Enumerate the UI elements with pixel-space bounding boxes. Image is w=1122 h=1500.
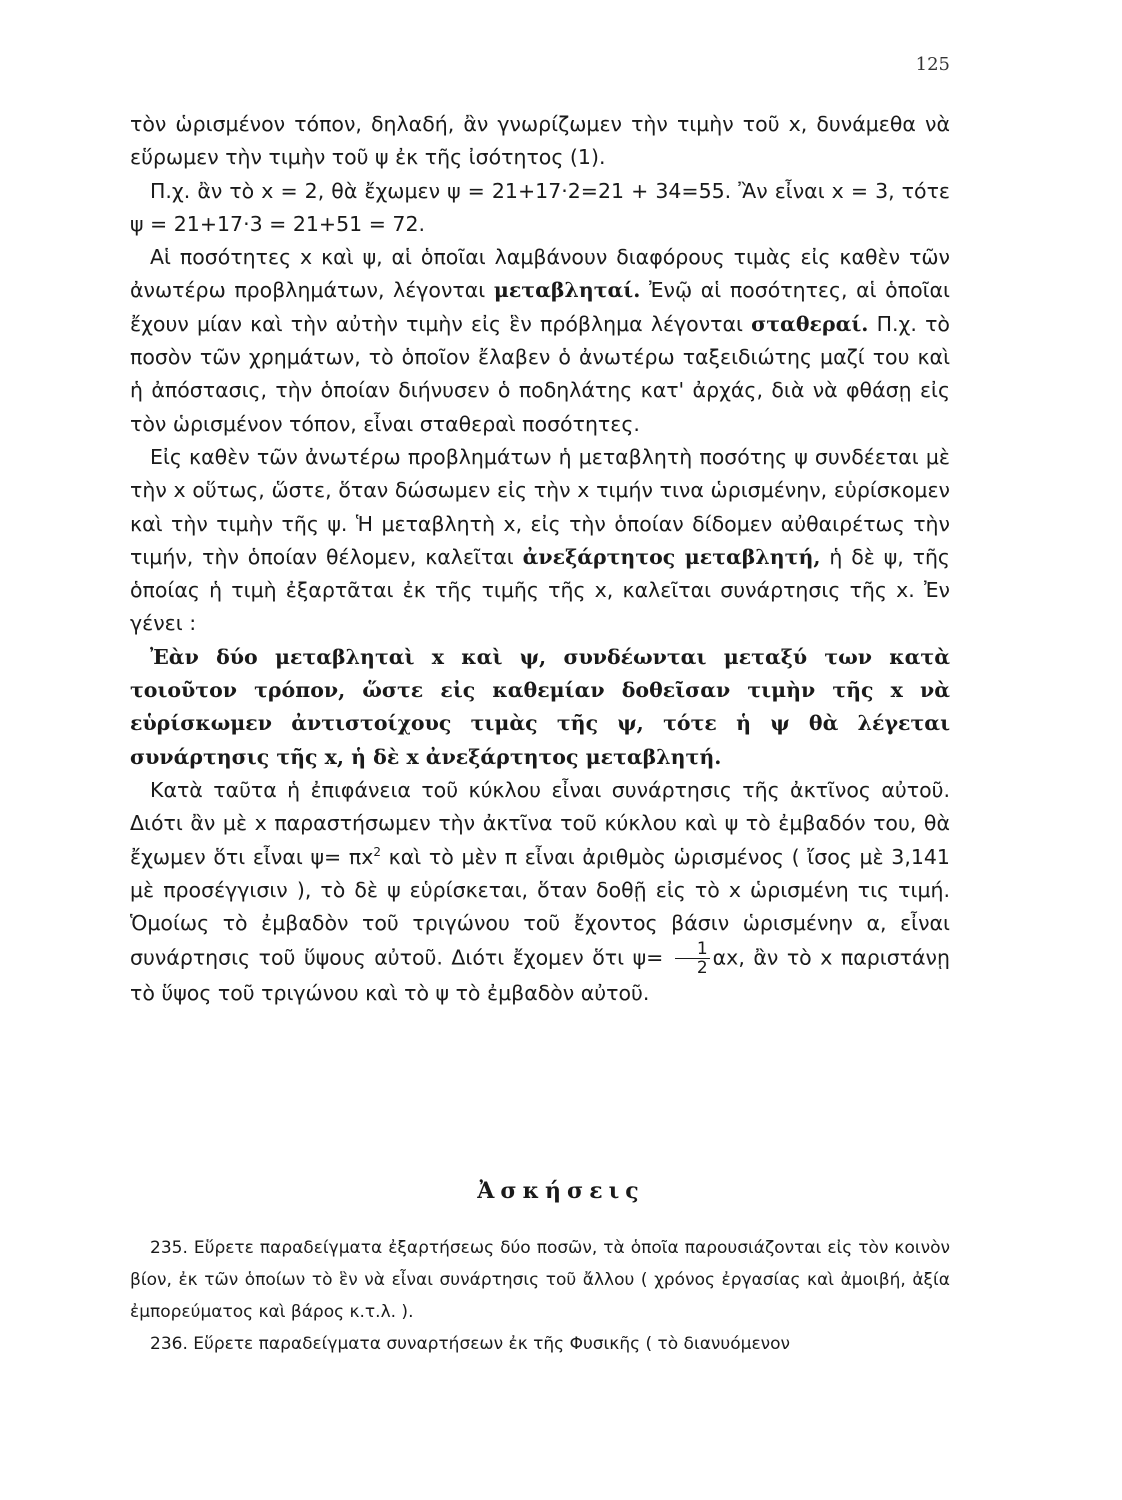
paragraph-3-text-c: Π.χ. τὸ ποσὸν τῶν χρημάτων, τὸ ὁποῖον ἔλαβεν ὁ ἀνωτέρω ταξειδιώτης μαζί του καὶ ἡ ἀπόστασις, τὴν ὁποίαν διήνυσεν ὁ ποδηλάτης κατ' ἀρχάς, διὰ νὰ φθάσῃ εἰς τὸν ὡρισμένον τόπον, εἶναι σταθεραὶ ποσότητες.: [130, 311, 950, 436]
fraction-one-half: [675, 940, 710, 977]
term-constants: σταθεραί.: [751, 311, 869, 336]
paragraph-3: [130, 241, 950, 441]
exponent: 2: [373, 844, 381, 859]
exercises-heading: Ἀσκήσεις: [477, 1178, 645, 1204]
exercises-list: [130, 1232, 950, 1360]
paragraph-1: τὸν ὡρισμένον τόπον, δηλαδή, ἂν γνωρίζωμεν τὴν τιμὴν τοῦ x, δυνάμεθα νὰ εὕρωμεν τὴν τιμὴν τοῦ ψ ἐκ τῆς ἰσότητος (1).: [130, 112, 950, 170]
fraction-denominator: 2: [696, 958, 708, 979]
exercise-235: 235. Εὕρετε παραδείγματα ἐξαρτήσεως δύο ποσῶν, τὰ ὁποῖα παρουσιάζονται εἰς τὸν κοινὸν βίον, ἐκ τῶν ὁποίων τὸ ἓν νὰ εἶναι συνάρτησις τοῦ ἄλλου ( χρόνος ἐργασίας καὶ ἀμοιβή, ἀξία ἐμπορεύματος καὶ βάρος κ.τ.λ. ).: [130, 1238, 950, 1322]
page-number: 125: [915, 54, 950, 75]
term-independent-variable: ἀνεξάρτητος μεταβλητή,: [522, 544, 821, 569]
paragraph-4: [130, 441, 950, 641]
paragraph-3-text-b: Ἐνῷ αἱ ποσότητες, αἱ ὁποῖαι ἔχουν μίαν καὶ τὴν αὐτὴν τιμὴν εἰς ἓν πρόβλημα λέγονται: [130, 278, 950, 336]
paragraph-2: Π.χ. ἂν τὸ x = 2, θὰ ἔχωμεν ψ = 21+17·2=21 + 34=55. Ἂν εἶναι x = 3, τότε ψ = 21+17·3 = 21+51 = 72.: [130, 178, 950, 236]
paragraph-5-text-c: αx, ἂν τὸ x παριστάνῃ τὸ ὕψος τοῦ τριγώνου καὶ τὸ ψ τὸ ἐμβαδὸν αὐτοῦ.: [130, 945, 950, 1006]
paragraph-3-text-a: Αἱ ποσότητες x καὶ ψ, αἱ ὁποῖαι λαμβάνουν διαφόρους τιμὰς εἰς καθὲν τῶν ἀνωτέρω προβλημάτων, λέγονται: [130, 245, 950, 303]
exercise-236: 236. Εὕρετε παραδείγματα συναρτήσεων ἐκ τῆς Φυσικῆς ( τὸ διανυόμενον: [150, 1334, 791, 1354]
function-definition: Ἐὰν δύο μεταβληταὶ x καὶ ψ, συνδέωνται μεταξύ των κατὰ τοιοῦτον τρόπον, ὥστε εἰς καθεμίαν δοθεῖσαν τιμὴν τῆς x νὰ εὑρίσκωμεν ἀντιστοίχους τιμὰς τῆς ψ, τότε ἡ ψ θὰ λέγεται συνάρτησις τῆς x, ἡ δὲ x ἀνεξάρτητος μεταβλητή.: [130, 644, 950, 769]
paragraph-5: [130, 774, 950, 1011]
fraction-numerator: 1: [675, 940, 710, 959]
paragraph-4-text-b: ἡ δὲ ψ, τῆς ὁποίας ἡ τιμὴ ἐξαρτᾶται ἐκ τῆς τιμῆς τῆς x, καλεῖται συνάρτησις τῆς x. Ἐν γένει :: [130, 544, 950, 636]
paragraph-5-text-b: καὶ τὸ μὲν π εἶναι ἀριθμὸς ὡρισμένος ( ἴσος μὲ 3,141 μὲ προσέγγισιν ), τὸ δὲ ψ εὑρίσκεται, ὅταν δοθῇ εἰς τὸ x ὡρισμένη τις τιμή. Ὁμοίως τὸ ἐμβαδὸν τοῦ τριγώνου τοῦ ἔχοντος βάσιν ὡρισμένην α, εἶναι συνάρτησις τοῦ ὕψους αὐτοῦ. Διότι ἔχομεν ὅτι ψ=: [130, 844, 950, 970]
paragraph-4-text-a: Εἰς καθὲν τῶν ἀνωτέρω προβλημάτων ἡ μεταβλητὴ ποσότης ψ συνδέεται μὲ τὴν x οὕτως, ὥστε, ὅταν δώσωμεν εἰς τὴν x τιμήν τινα ὡρισμένην, εὑρίσκομεν καὶ τὴν τιμὴν τῆς ψ. Ἡ μεταβλητὴ x, εἰς τὴν ὁποίαν δίδομεν αὐθαιρέτως τὴν τιμήν, τὴν ὁποίαν θέλομεν, καλεῖται: [130, 444, 950, 569]
term-variables: μεταβληταί.: [493, 278, 641, 303]
paragraph-5-text-a: Κατὰ ταῦτα ἡ ἐπιφάνεια τοῦ κύκλου εἶναι συνάρτησις τῆς ἀκτῖνος αὐτοῦ. Διότι ἂν μὲ x παραστήσωμεν τὴν ἀκτῖνα τοῦ κύκλου καὶ ψ τὸ ἐμβαδόν του, θὰ ἔχωμεν ὅτι εἶναι ψ= πx: [130, 777, 950, 869]
body-text: [130, 108, 950, 1011]
